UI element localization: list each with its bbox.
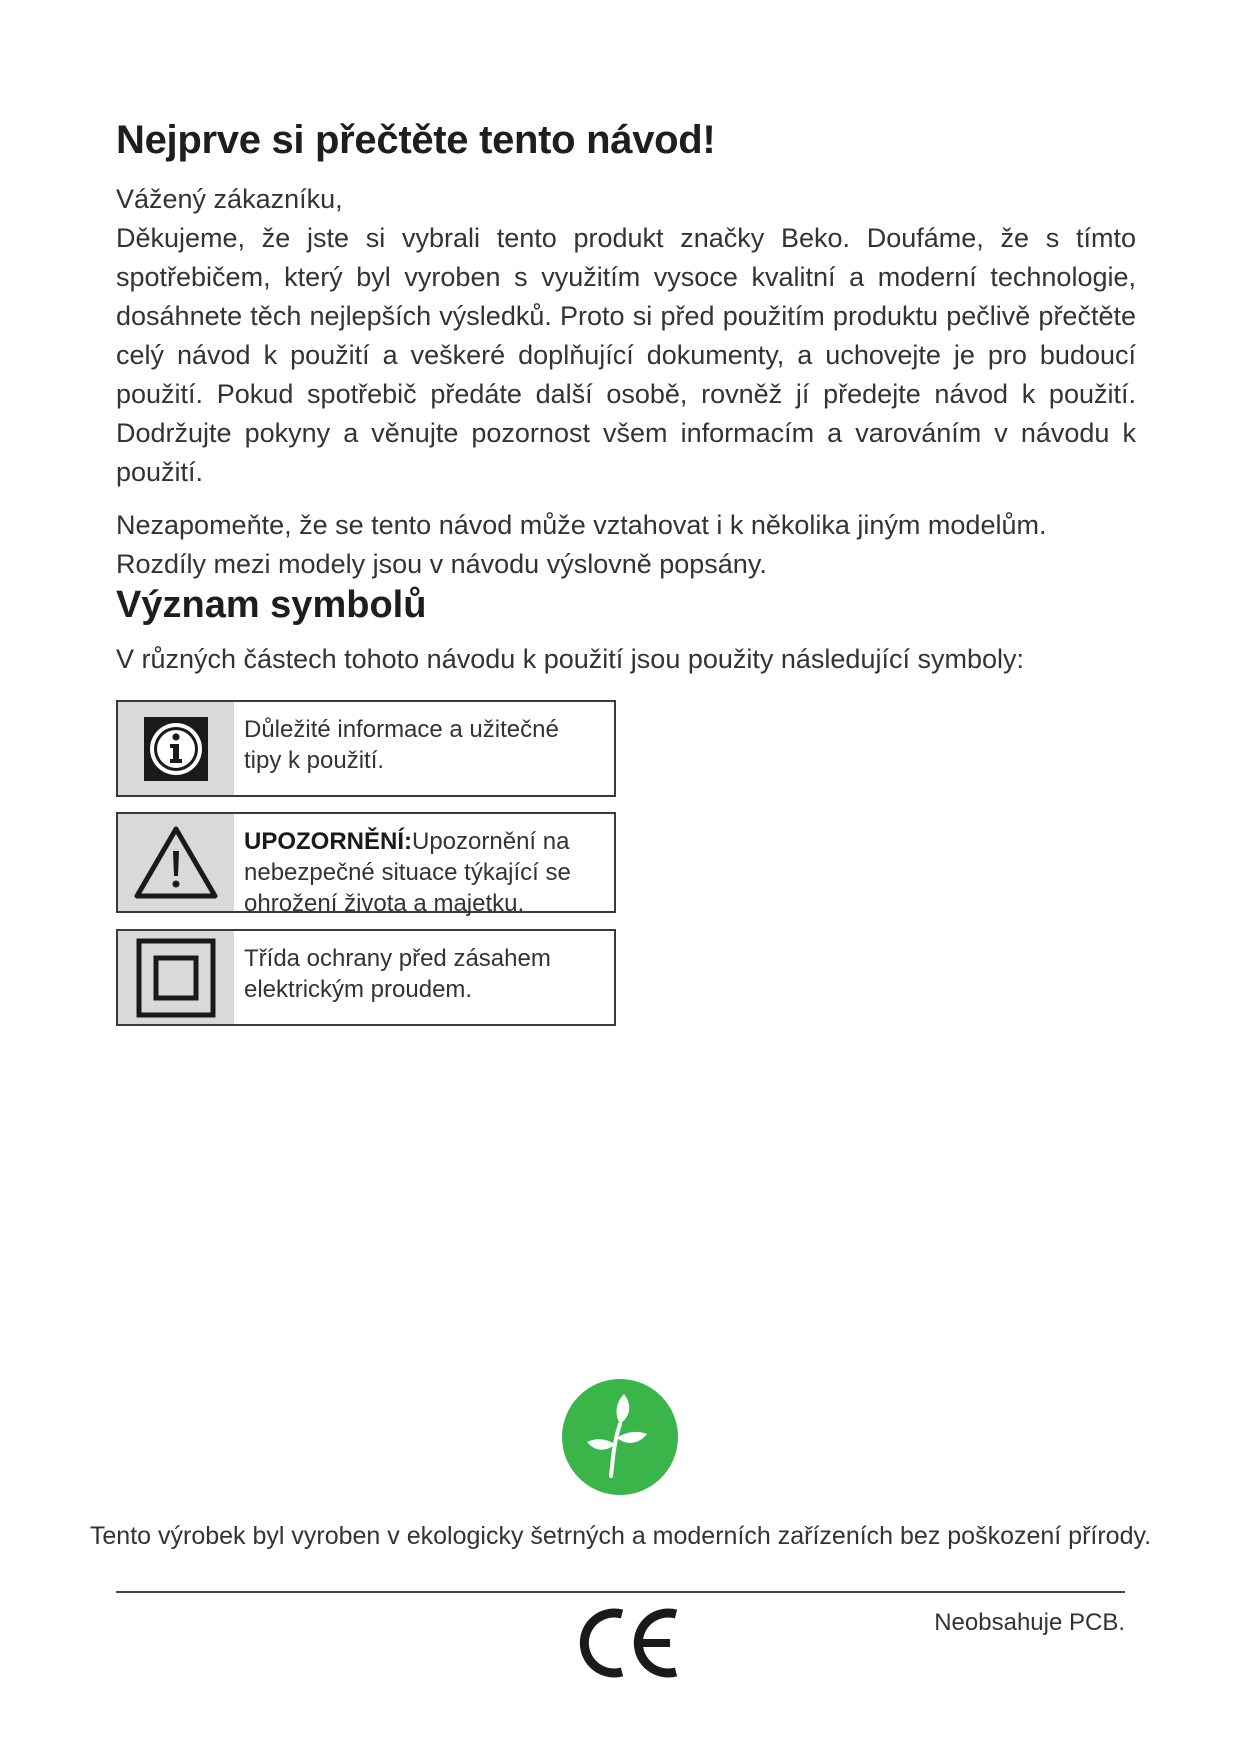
greeting: Vážený zákazníku, bbox=[116, 184, 343, 214]
double-insulation-icon bbox=[118, 931, 234, 1024]
ce-mark-icon bbox=[578, 1606, 680, 1680]
intro-paragraph: Děkujeme, že jste si vybrali tento produkt značky Beko. Doufáme, že s tímto spotřebičem, který byl vyroben s využitím vysoce kvalitní a moderní technologie, dosáhnete těch nejlepších výsledků. Proto si před použitím produktu pečlivě přečtěte celý návod k použití a veškeré doplňující dokumenty, a uchovejte je pro budoucí použití. Pokud spotřebič předáte další osobě, rovněž jí předejte návod k použití. Dodržujte pokyny a věnujte pozornost všem informacím a varováním v návodu k použití. bbox=[116, 223, 1136, 487]
intro-section bbox=[116, 180, 1136, 584]
footer-divider bbox=[116, 1591, 1125, 1593]
warning-label: UPOZORNĚNÍ: bbox=[244, 828, 412, 855]
pcb-note: Neobsahuje PCB. bbox=[934, 1609, 1125, 1636]
symbol-info-box bbox=[116, 700, 616, 797]
eco-statement: Tento výrobek byl vyroben v ekologicky šetrných a moderních zařízeních bez poškození přírody. bbox=[89, 1522, 1152, 1550]
info-icon bbox=[118, 702, 234, 795]
symbol-info-text: Důležité informace a užitečné tipy k použití. bbox=[244, 716, 559, 774]
symbol-warning-text bbox=[234, 814, 614, 917]
eco-leaf-icon bbox=[561, 1378, 679, 1496]
symbols-intro: V různých částech tohoto návodu k použití jsou použity následující symboly: bbox=[116, 644, 1024, 674]
symbol-warning-box bbox=[116, 812, 616, 917]
models-note-paragraph: Nezapomeňte, že se tento návod může vztahovat i k několika jiným modelům. Rozdíly mezi modely jsou v návodu výslovně popsány. bbox=[116, 510, 1047, 579]
symbols-heading: Význam symbolů bbox=[116, 584, 427, 626]
warning-triangle-icon bbox=[118, 814, 234, 911]
warning-description: Upozornění na nebezpečné situace týkající se ohrožení života a majetku. bbox=[244, 828, 571, 917]
symbol-protection-box bbox=[116, 929, 616, 1026]
page-title: Nejprve si přečtěte tento návod! bbox=[116, 118, 716, 162]
symbol-protection-text: Třída ochrany před zásahem elektrickým proudem. bbox=[244, 945, 551, 1003]
